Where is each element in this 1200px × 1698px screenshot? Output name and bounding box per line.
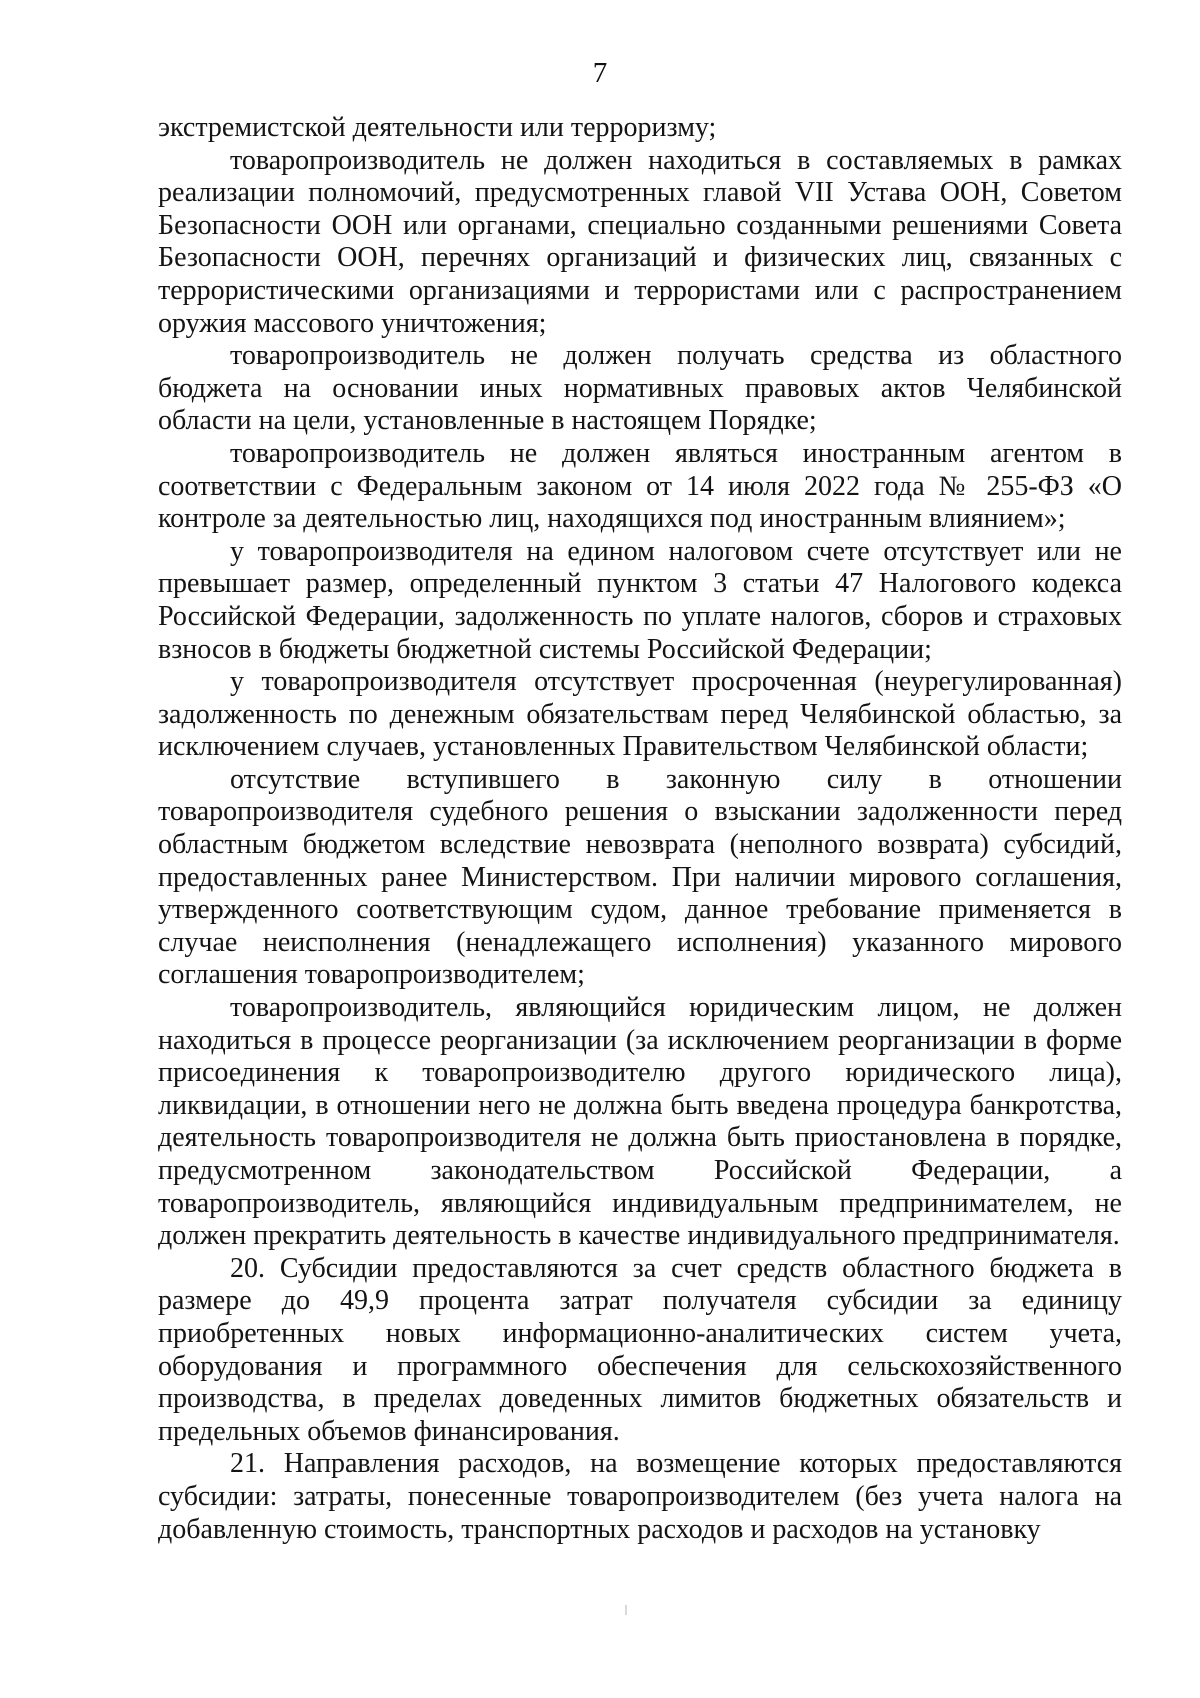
paragraph-un-sanctions-lists: товаропроизводитель не должен находиться в составляемых в рамках реализации полномочий, предусмотренных главой VII Устава ООН, Советом Безопасности ООН или органами, специально созданными решениями Совета Безопасности ООН, перечнях организаций и физических лиц, связанных с террористическими организациями и террористами или с распространением оружия массового уничтожения; bbox=[158, 144, 1122, 339]
paragraph-no-other-budget-funds: товаропроизводитель не должен получать средства из областного бюджета на основании иных нормативных правовых актов Челябинской области на цели, установленные в настоящем Порядке; bbox=[158, 340, 1122, 437]
paragraph-foreign-agent: товаропроизводитель не должен являться иностранным агентом в соответствии с Федеральным законом от 14 июля 2022 года № 255-ФЗ «О контроле за деятельностью лиц, находящихся под иностранным влиянием»; bbox=[158, 437, 1122, 535]
paragraph-overdue-debt: у товаропроизводителя отсутствует просроченная (неурегулированная) задолженность по денежным обязательствам перед Челябинской областью, за исключением случаев, установленных Правительством Челябинской области; bbox=[158, 666, 1122, 763]
paragraph-court-decision: отсутствие вступившего в законную силу в отношении товаропроизводителя судебного решения о взыскании задолженности перед областным бюджетом вследствие невозврата (неполного возврата) субсидий, предоставленных ранее Министерством. При наличии мирового соглашения, утвержденного соответствующим судом, данное требование применяется в случае неисполнения (ненадлежащего исполнения) указанного мирового соглашения товаропроизводителем; bbox=[158, 763, 1122, 991]
paragraph-continuation: экстремистской деятельности или терроризму; bbox=[158, 112, 717, 143]
paragraph-tax-debt: у товаропроизводителя на едином налоговом счете отсутствует или не превышает размер, определенный пунктом 3 статьи 47 Налогового кодекса Российской Федерации, задолженность по уплате налогов, сборов и страховых взносов в бюджеты бюджетной системы Российской Федерации; bbox=[158, 535, 1122, 665]
page-number: 7 bbox=[592, 57, 608, 89]
paragraph-item-20: 20. Субсидии предоставляются за счет средств областного бюджета в размере до 49,9 процента затрат получателя субсидии за единицу приобретенных новых информационно-аналитических систем учета, оборудования и программного обеспечения для сельскохозяйственного производства, в пределах доведенных лимитов бюджетных обязательств и предельных объемов финансирования. bbox=[158, 1252, 1122, 1447]
paragraph-reorganization: товаропроизводитель, являющийся юридическим лицом, не должен находиться в процессе реорганизации (за исключением реорганизации в форме присоединения к товаропроизводителю другого юридического лица), ликвидации, в отношении него не должна быть введена процедура банкротства, деятельность товаропроизводителя не должна быть приостановлена в порядке, предусмотренном законодательством Российской Федерации, а товаропроизводитель, являющийся индивидуальным предпринимателем, не должен прекратить деятельность в качестве индивидуального предпринимателя. bbox=[158, 992, 1122, 1252]
scan-speck bbox=[625, 1605, 627, 1615]
paragraph-item-21: 21. Направления расходов, на возмещение которых предоставляются субсидии: затраты, понесенные товаропроизводителем (без учета налога на добавленную стоимость, транспортных расходов и расходов на установку bbox=[158, 1448, 1122, 1545]
document-body bbox=[158, 112, 1122, 1546]
